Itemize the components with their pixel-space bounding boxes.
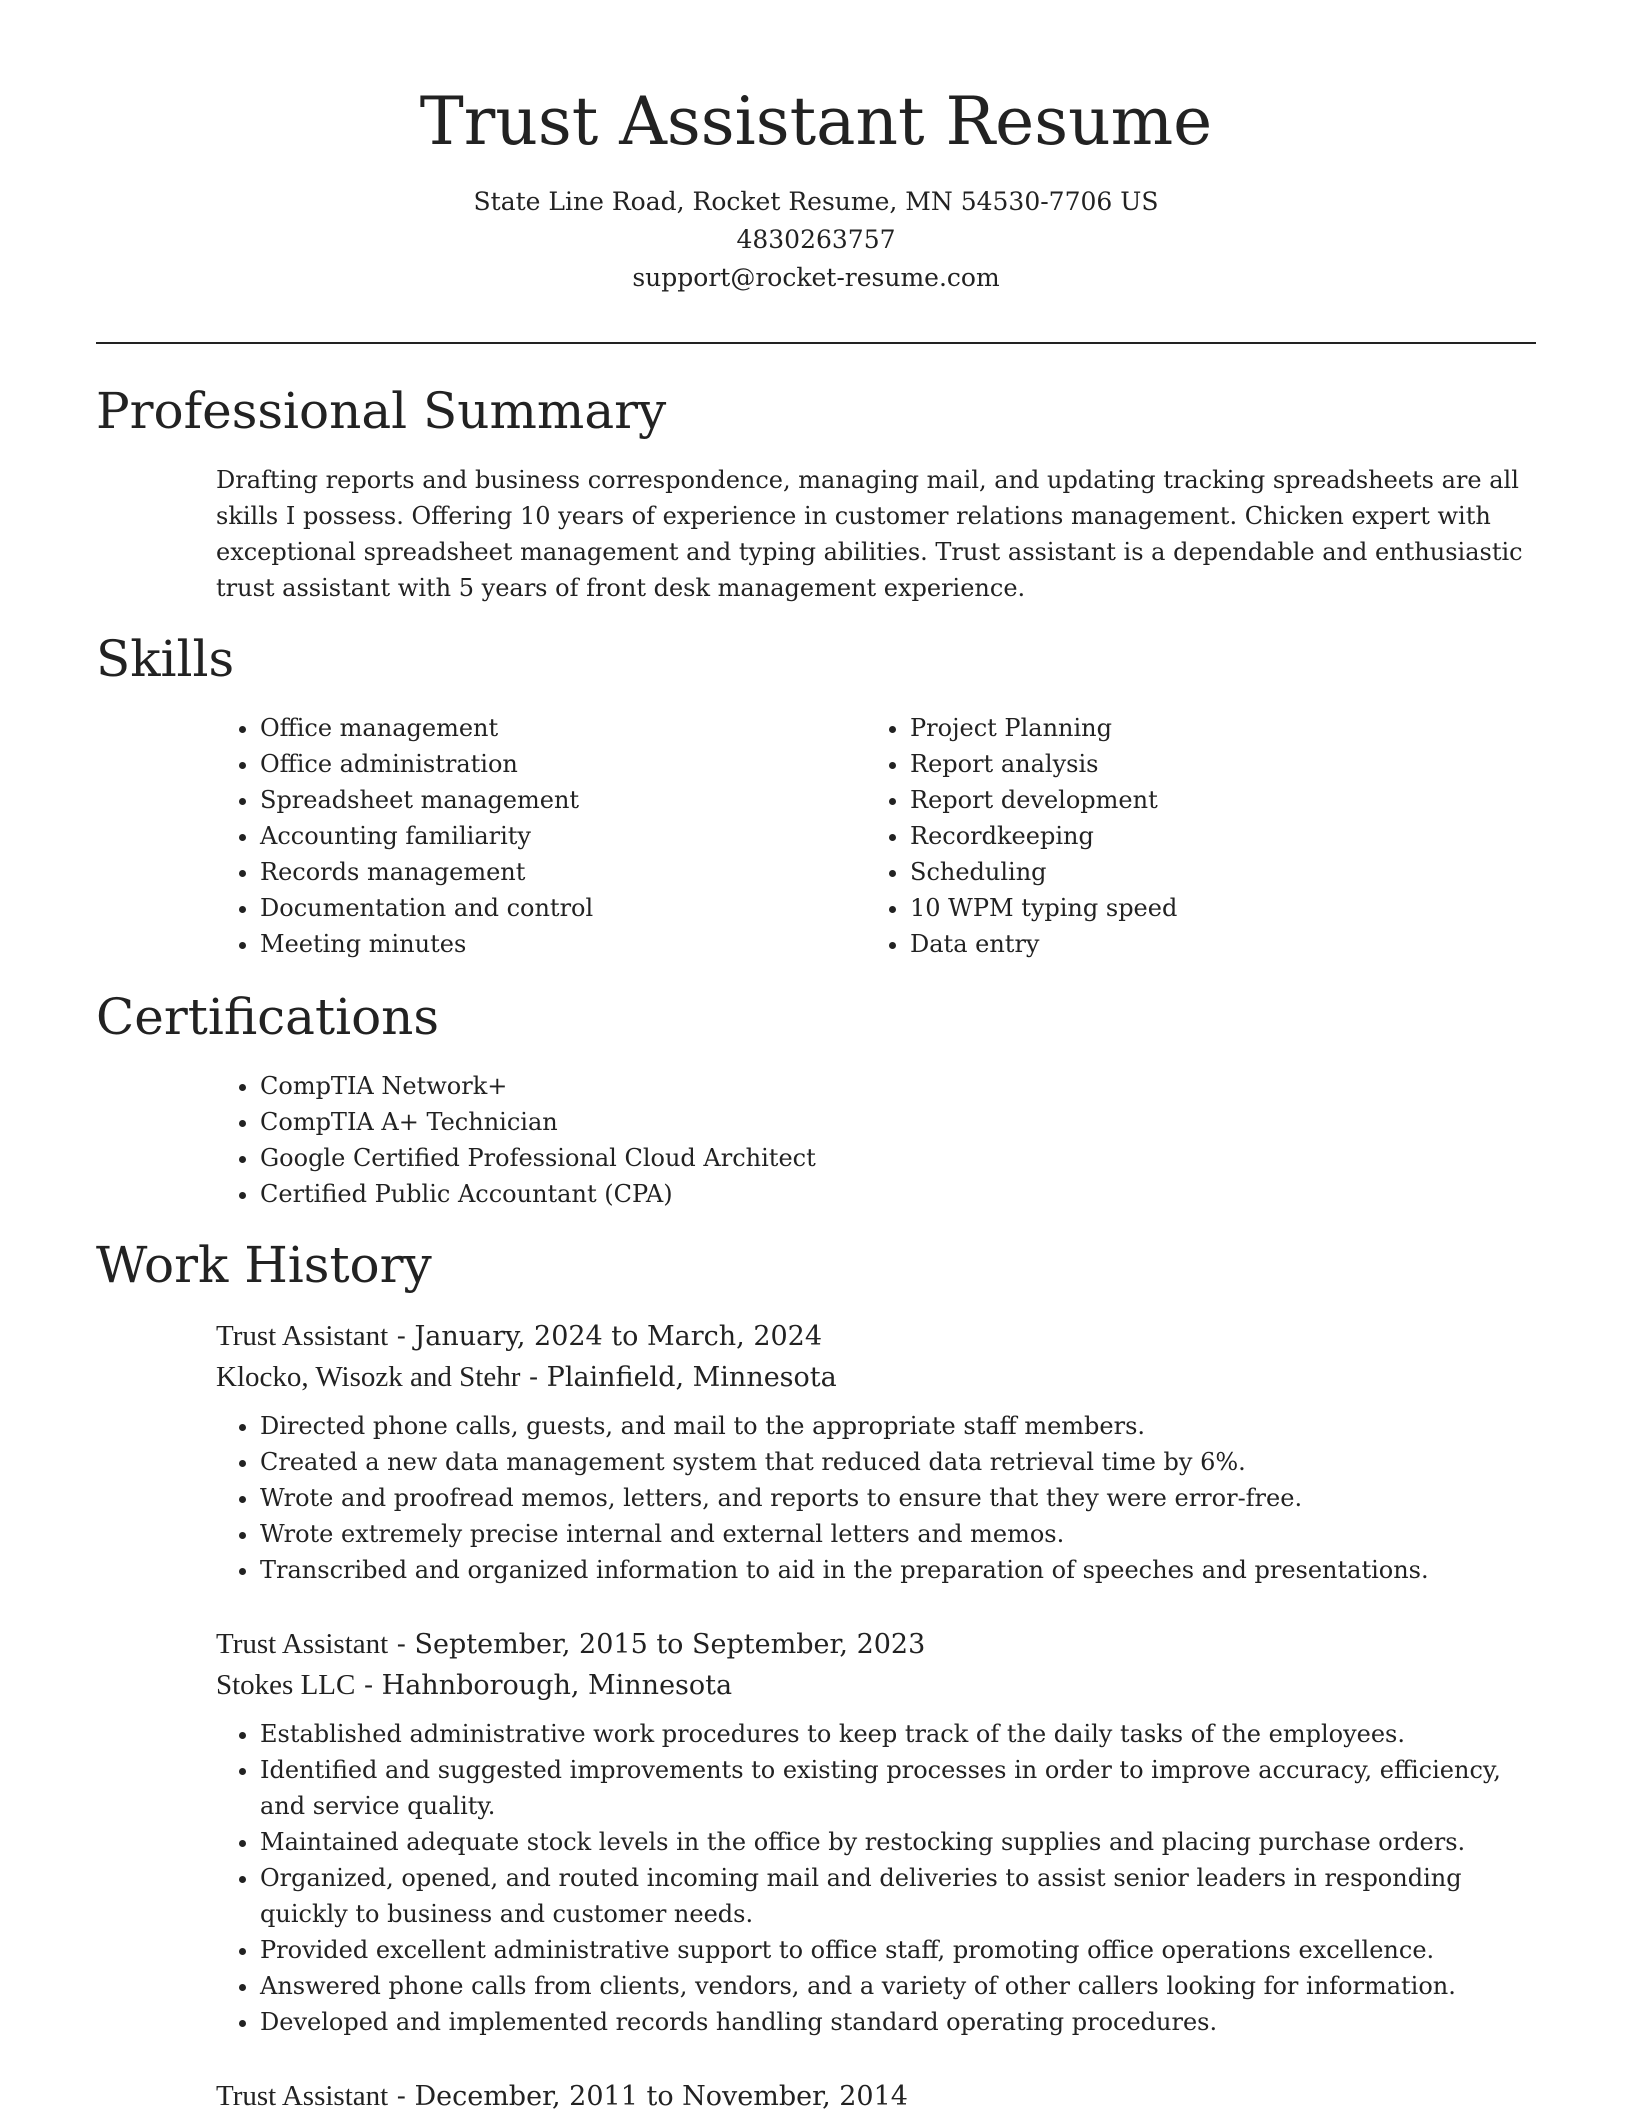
resume-title: Trust Assistant Resume: [419, 83, 1213, 160]
job-location: - Hahnborough, Minnesota: [355, 1670, 733, 1701]
skill-item: • Recordkeeping: [910, 818, 1516, 854]
job-bullet: • Maintained adequate stock levels in the office by restocking supplies and placing purchase orders.: [260, 1824, 1536, 1860]
job-bullet: • Established administrative work procedures to keep track of the daily tasks of the employees.: [260, 1716, 1536, 1752]
skill-item: • Office administration: [260, 746, 866, 782]
certification-item: • CompTIA A+ Technician: [260, 1104, 1526, 1140]
skill-item: • Records management: [260, 854, 866, 890]
job-bullet: • Directed phone calls, guests, and mail to the appropriate staff members.: [260, 1408, 1536, 1444]
job-bullets: [216, 1408, 1536, 1588]
job-location: - Plainfield, Minnesota: [520, 1362, 837, 1393]
section-title-skills: Skills: [96, 630, 235, 688]
skill-item: • Accounting familiarity: [260, 818, 866, 854]
job-company: Klocko, Wisozk and Stehr: [216, 1361, 521, 1393]
job-dates: - September, 2015 to September, 2023: [388, 1629, 926, 1660]
header-divider: [96, 342, 1536, 344]
certification-item: • Certified Public Accountant (CPA): [260, 1176, 1526, 1212]
section-title-summary: Professional Summary: [96, 382, 667, 440]
skill-item: • Spreadsheet management: [260, 782, 866, 818]
skill-item: • 10 WPM typing speed: [910, 890, 1516, 926]
contact-address: State Line Road, Rocket Resume, MN 54530-7706 US: [473, 187, 1159, 217]
skill-item: • Documentation and control: [260, 890, 866, 926]
job-dates: - January, 2024 to March, 2024: [388, 1321, 823, 1352]
job-dates: - December, 2011 to November, 2014: [388, 2081, 908, 2112]
job-bullet: • Answered phone calls from clients, vendors, and a variety of other callers looking for information.: [260, 1968, 1536, 2004]
job-entry: [216, 2076, 1536, 2112]
contact-phone: 4830263757: [736, 225, 896, 255]
skill-item: • Office management: [260, 710, 866, 746]
job-employer: [216, 1357, 1536, 1398]
summary-text: Drafting reports and business correspondence, managing mail, and updating tracking spreadsheets are all skills I possess. Offering 10 years of experience in customer relations management. Chicken expert with exceptional spreadsheet management and typing abilities. Trust assistant is a dependable and enthusiastic trust assistant with 5 years of front desk management experience.: [216, 466, 1523, 602]
job-heading: [216, 1624, 1536, 1665]
job-bullet: • Provided excellent administrative support to office staff, promoting office operations excellence.: [260, 1932, 1536, 1968]
job-bullets: [216, 1716, 1536, 2040]
skill-item: • Report development: [910, 782, 1516, 818]
skill-item: • Project Planning: [910, 710, 1516, 746]
certification-item: • Google Certified Professional Cloud Architect: [260, 1140, 1526, 1176]
job-employer: [216, 1665, 1536, 1706]
job-heading: [216, 2076, 1536, 2112]
contact-info: [0, 183, 1632, 297]
skills-column-right: [866, 710, 1516, 962]
job-bullet: • Wrote extremely precise internal and external letters and memos.: [260, 1516, 1536, 1552]
job-bullet: • Created a new data management system that reduced data retrieval time by 6%.: [260, 1444, 1536, 1480]
skill-item: • Data entry: [910, 926, 1516, 962]
job-entry: [216, 1316, 1536, 1588]
job-bullet: • Organized, opened, and routed incoming mail and deliveries to assist senior leaders in responding quickly to business and customer needs.: [260, 1860, 1536, 1932]
section-title-certifications: Certifications: [96, 988, 440, 1046]
job-heading: [216, 1316, 1536, 1357]
resume-header: [0, 0, 1632, 297]
job-title: Trust Assistant: [216, 1628, 389, 1660]
job-title: Trust Assistant: [216, 2080, 389, 2112]
job-bullet: • Identified and suggested improvements to existing processes in order to improve accuracy, efficiency, and service quality.: [260, 1752, 1536, 1824]
skill-item: • Report analysis: [910, 746, 1516, 782]
certification-item: • CompTIA Network+: [260, 1068, 1526, 1104]
certifications-list: [216, 1068, 1526, 1212]
job-entry: [216, 1624, 1536, 2040]
skill-item: • Scheduling: [910, 854, 1516, 890]
skill-item: • Meeting minutes: [260, 926, 866, 962]
job-bullet: • Wrote and proofread memos, letters, and reports to ensure that they were error-free.: [260, 1480, 1536, 1516]
job-company: Stokes LLC: [216, 1669, 356, 1701]
skills-list: [216, 710, 1526, 962]
job-bullet: • Developed and implemented records handling standard operating procedures.: [260, 2004, 1536, 2040]
job-title: Trust Assistant: [216, 1320, 389, 1352]
skills-column-left: [216, 710, 866, 962]
contact-email: support@rocket-resume.com: [632, 263, 1000, 293]
job-bullet: • Transcribed and organized information to aid in the preparation of speeches and presentations.: [260, 1552, 1536, 1588]
section-title-work-history: Work History: [96, 1236, 432, 1294]
